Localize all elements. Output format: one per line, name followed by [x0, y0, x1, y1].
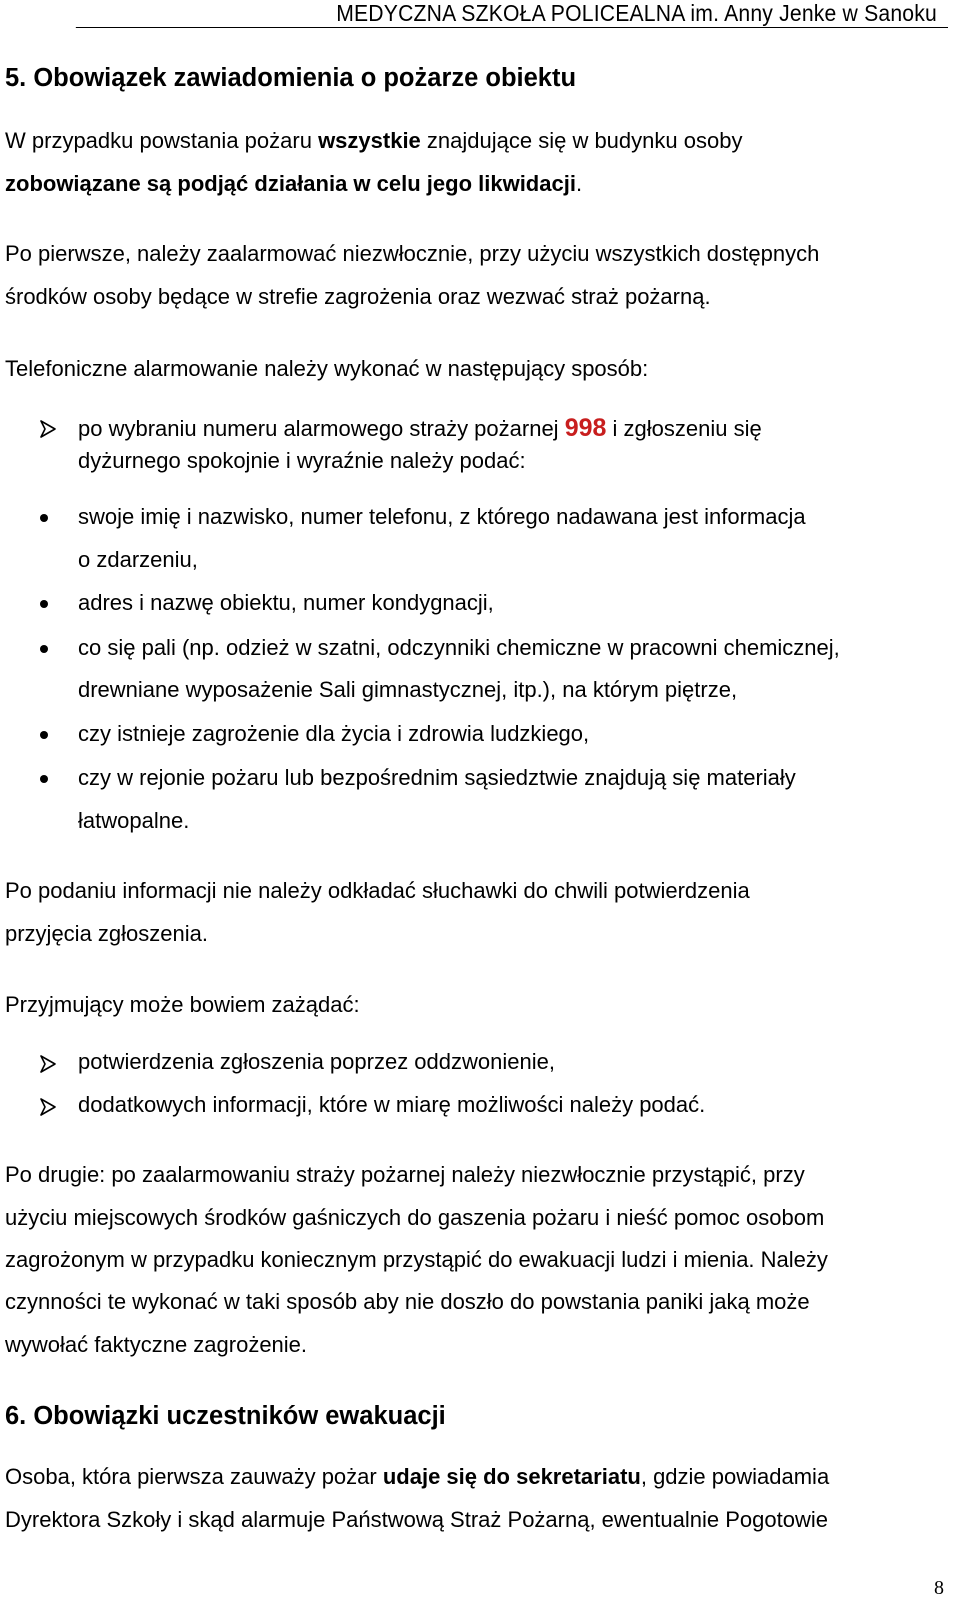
- section-5-heading: 5. Obowiązek zawiadomienia o pożarze obiektu: [5, 64, 577, 92]
- paragraph-hold-line-2: przyjęcia zgłoszenia.: [5, 921, 208, 946]
- section-6-line-1: [5, 1464, 829, 1490]
- bullet-dot-icon: [40, 775, 48, 783]
- bullet-dot-icon: [40, 731, 48, 739]
- section-6-text-a: Osoba, która pierwsza zauważy pożar: [5, 1464, 383, 1489]
- section-6-line-2: Dyrektora Szkoły i skąd alarmuje Państwową Straż Pożarną, ewentualnie Pogotowie: [5, 1507, 828, 1532]
- bullet-dot-icon: [40, 645, 48, 653]
- section-6-heading: 6. Obowiązki uczestników ewakuacji: [5, 1402, 446, 1430]
- bullet-item-4: czy istnieje zagrożenie dla życia i zdrowia ludzkiego,: [78, 721, 590, 746]
- intro-bold-all: wszystkie: [318, 128, 421, 153]
- paragraph-first-line-2: środków osoby będące w strefie zagrożenia oraz wezwać straż pożarną.: [5, 284, 711, 309]
- paragraph-first-line-1: Po pierwsze, należy zaalarmować niezwłocznie, przy użyciu wszystkich dostępnych: [5, 241, 820, 266]
- paragraph-second-line-2: użyciu miejscowych środków gaśniczych do gaszenia pożaru i nieść pomoc osobom: [5, 1205, 825, 1230]
- arrow-item-line-2: dyżurnego spokojnie i wyraźnie należy podać:: [78, 448, 526, 473]
- arrow-item-text-b: i zgłoszeniu się: [606, 416, 762, 441]
- bullet-item-5-line-2: łatwopalne.: [78, 808, 190, 833]
- bullet-item-5-line-1: czy w rejonie pożaru lub bezpośrednim sąsiedztwie znajdują się materiały: [78, 765, 796, 790]
- paragraph-hold-line-1: Po podaniu informacji nie należy odkładać słuchawki do chwili potwierdzenia: [5, 878, 750, 903]
- paragraph-second-line-3: zagrożonym w przypadku koniecznym przystąpić do ewakuacji ludzi i mienia. Należy: [5, 1247, 828, 1272]
- section-6-bold-secretariat: udaje się do sekretariatu: [382, 1464, 641, 1489]
- intro-line-1: [5, 128, 742, 154]
- bullet-item-3-line-2: drewniane wyposażenie Sali gimnastycznej, itp.), na którym piętrze,: [78, 677, 738, 702]
- arrow-item-confirm: potwierdzenia zgłoszenia poprzez oddzwonienie,: [78, 1049, 555, 1074]
- intro-line-2: [5, 171, 582, 197]
- paragraph-receiver-may-request: Przyjmujący może bowiem zażądać:: [5, 992, 360, 1017]
- arrow-bullet-icon: [40, 418, 56, 444]
- arrow-item-text-a: po wybraniu numeru alarmowego straży pożarnej: [78, 416, 565, 441]
- section-6-text-c: , gdzie powiadamia: [640, 1464, 830, 1489]
- intro-text-a: W przypadku powstania pożaru: [5, 128, 319, 153]
- paragraph-phone-alarm: Telefoniczne alarmowanie należy wykonać w następujący sposób:: [5, 356, 649, 381]
- bullet-dot-icon: [40, 514, 48, 522]
- arrow-bullet-icon: [40, 1053, 56, 1079]
- paragraph-second-line-1: Po drugie: po zaalarmowaniu straży pożarnej należy niezwłocznie przystąpić, przy: [5, 1162, 805, 1187]
- bullet-item-3-line-1: co się pali (np. odzież w szatni, odczynniki chemiczne w pracowni chemicznej,: [78, 635, 840, 660]
- emergency-number: 998: [564, 414, 607, 442]
- bullet-item-1-line-1: swoje imię i nazwisko, numer telefonu, z którego nadawana jest informacja: [78, 504, 806, 529]
- arrow-item-line-1: [78, 414, 762, 443]
- paragraph-second-line-4: czynności te wykonać w taki sposób aby nie doszło do powstania paniki jaką może: [5, 1289, 810, 1314]
- paragraph-second-line-5: wywołać faktyczne zagrożenie.: [5, 1332, 308, 1357]
- intro-text-c: znajdujące się w budynku osoby: [420, 128, 743, 153]
- arrow-bullet-icon: [40, 1096, 56, 1122]
- page-number: 8: [934, 1577, 944, 1599]
- page-header: MEDYCZNA SZKOŁA POLICEALNA im. Anny Jenke w Sanoku: [76, 0, 948, 28]
- bullet-item-1-line-2: o zdarzeniu,: [78, 547, 198, 572]
- arrow-item-additional-info: dodatkowych informacji, które w miarę możliwości należy podać.: [78, 1092, 706, 1117]
- intro-period: .: [575, 171, 583, 196]
- bullet-item-2: adres i nazwę obiektu, numer kondygnacji,: [78, 590, 494, 615]
- intro-bold-obligation: zobowiązane są podjąć działania w celu jego likwidacji: [5, 171, 576, 196]
- bullet-dot-icon: [40, 600, 48, 608]
